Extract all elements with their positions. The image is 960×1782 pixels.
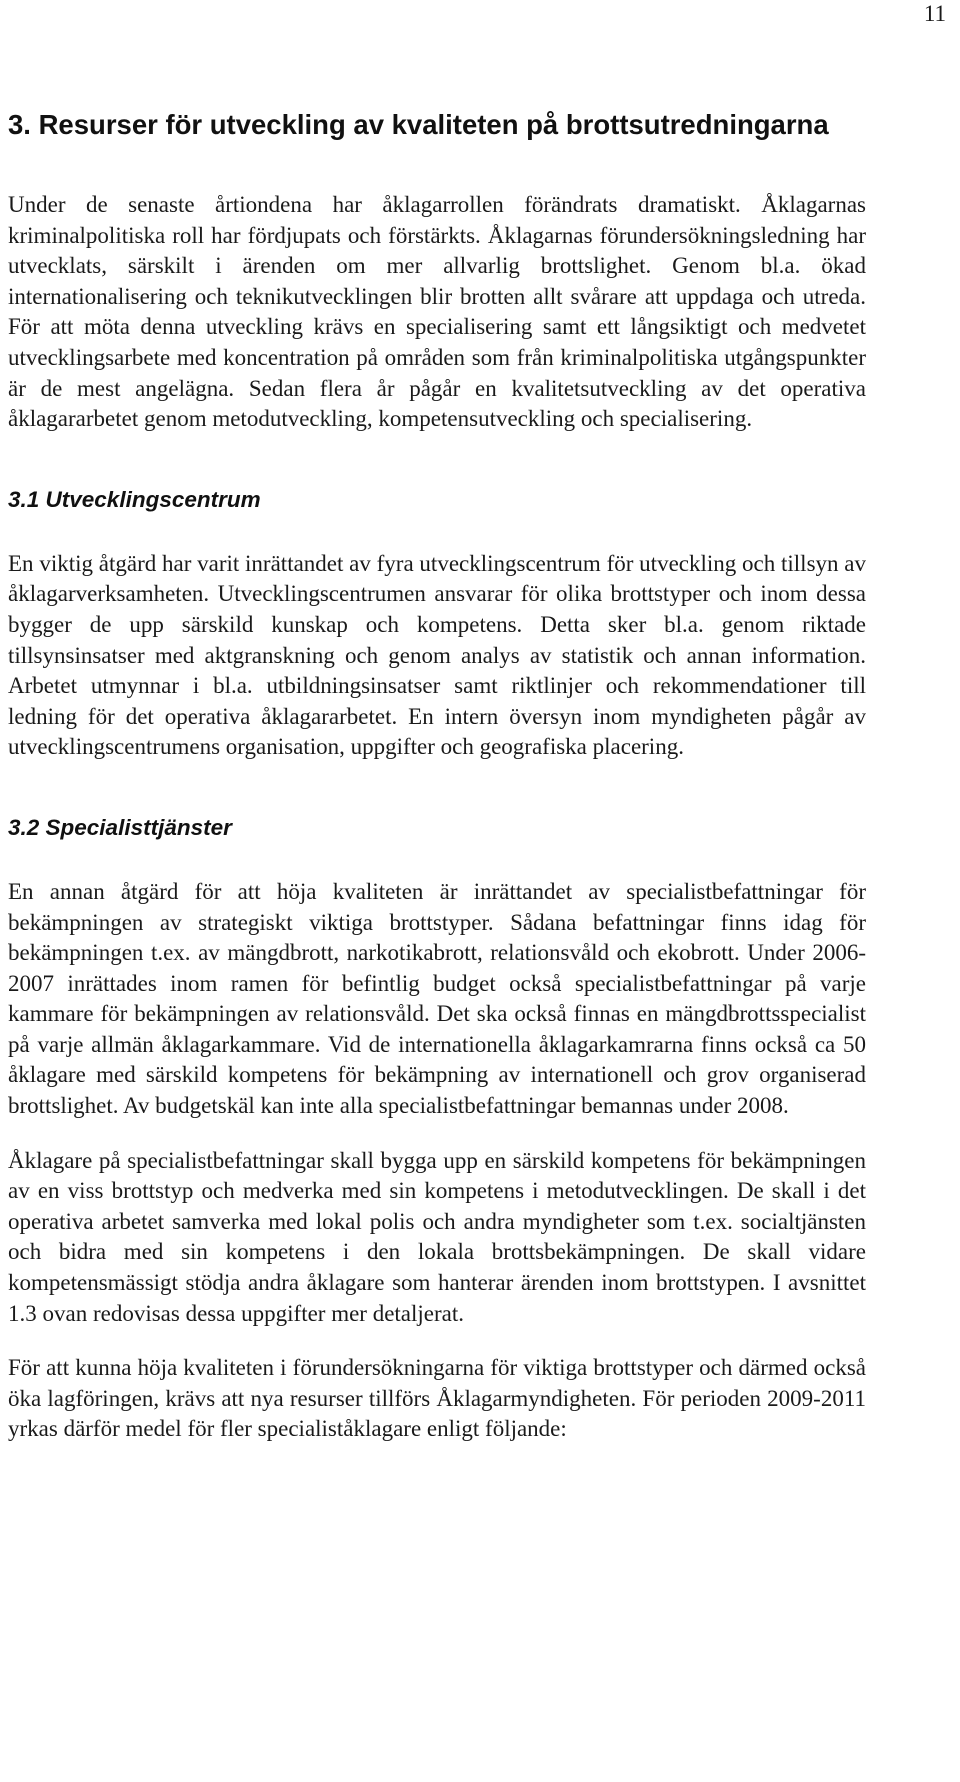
document-body: [8, 108, 866, 1445]
specialisttjanster-paragraph-3: För att kunna höja kvaliteten i förundersökningarna för viktiga brottstyper och därmed också öka lagföringen, krävs att nya resurser tillförs Åklagarmyndigheten. För perioden 2009-2011 yrkas därför medel för fler specialiståklagare enligt följande:: [8, 1355, 866, 1442]
specialisttjanster-paragraph-1: En annan åtgärd för att höja kvaliteten är inrättandet av specialistbefattningar för bekämpningen av strategiskt viktiga brottstyper. Sådana befattningar finns idag för bekämpningen t.ex. av mängdbrott, narkotikabrott, relationsvåld och ekobrott. Under 2006-2007 inrättades inom ramen för befintlig budget också specialistbefattningar på varje kammare för bekämpningen av relationsvåld. Det ska också finnas en mängdbrottsspecialist på varje allmän åklagarkammare. Vid de internationella åklagarkamrarna finns också ca 50 åklagare med särskild kompetens för bekämpning av internationell och grov organiserad brottslighet. Av budgetskäl kan inte alla specialistbefattningar bemannas under 2008.: [8, 878, 866, 1119]
section-intro-paragraph: Under de senaste årtiondena har åklagarrollen förändrats dramatiskt. Åklagarnas kriminalpolitiska roll har fördjupats och förstärkts. Åklagarnas förundersökningsledning har utvecklats, särskilt i ärenden om mer allvarlig brottslighet. Genom bl.a. ökad internationalisering och teknikutvecklingen blir brotten allt svårare att uppdaga och utreda. För att möta denna utveckling krävs en specialisering samt ett långsiktigt och medvetet utvecklingsarbete med koncentration på områden som från kriminalpolitiska utgångspunkter är de mest angelägna. Sedan flera år pågår en kvalitetsutveckling av det operativa åklagararbetet genom metodutveckling, kompetensutveckling och specialisering.: [8, 192, 866, 432]
subsection-title-specialisttjanster: 3.2 Specialisttjänster: [8, 814, 232, 840]
specialisttjanster-paragraph-2: Åklagare på specialistbefattningar skall bygga upp en särskild kompetens för bekämpningen av en viss brottstyp och medverka med sin kompetens i metodutvecklingen. De skall i det operativa arbetet samverka med lokal polis och andra myndigheter som t.ex. socialtjänsten och bidra med sin kompetens i den lokala brottsbekämpningen. De skall vidare kompetensmässigt stödja andra åklagare som hanterar ärenden inom brottstypen. I avsnittet 1.3 ovan redovisas dessa uppgifter mer detaljerat.: [8, 1147, 866, 1326]
page-number: 11: [923, 1, 946, 26]
utvecklingscentrum-paragraph: En viktig åtgärd har varit inrättandet av fyra utvecklingscentrum för utveckling och tillsyn av åklagarverksamheten. Utvecklingscentrumen ansvarar för olika brottstyper och inom dessa bygger de upp särskild kunskap och kompetens. Detta sker bl.a. genom riktade tillsynsinsatser med aktgranskning och genom analys av statistik och annan information. Arbetet utmynnar i bl.a. utbildningsinsatser samt riktlinjer och rekommendationer till ledning för det operativa åklagararbetet. En intern översyn inom myndigheten pågår av utvecklingscentrumens organisation, uppgifter och geografiska placering.: [8, 550, 866, 760]
subsection-title-utvecklingscentrum: 3.1 Utvecklingscentrum: [8, 486, 261, 512]
section-title: 3. Resurser för utveckling av kvaliteten på brottsutredningarna: [8, 109, 829, 140]
